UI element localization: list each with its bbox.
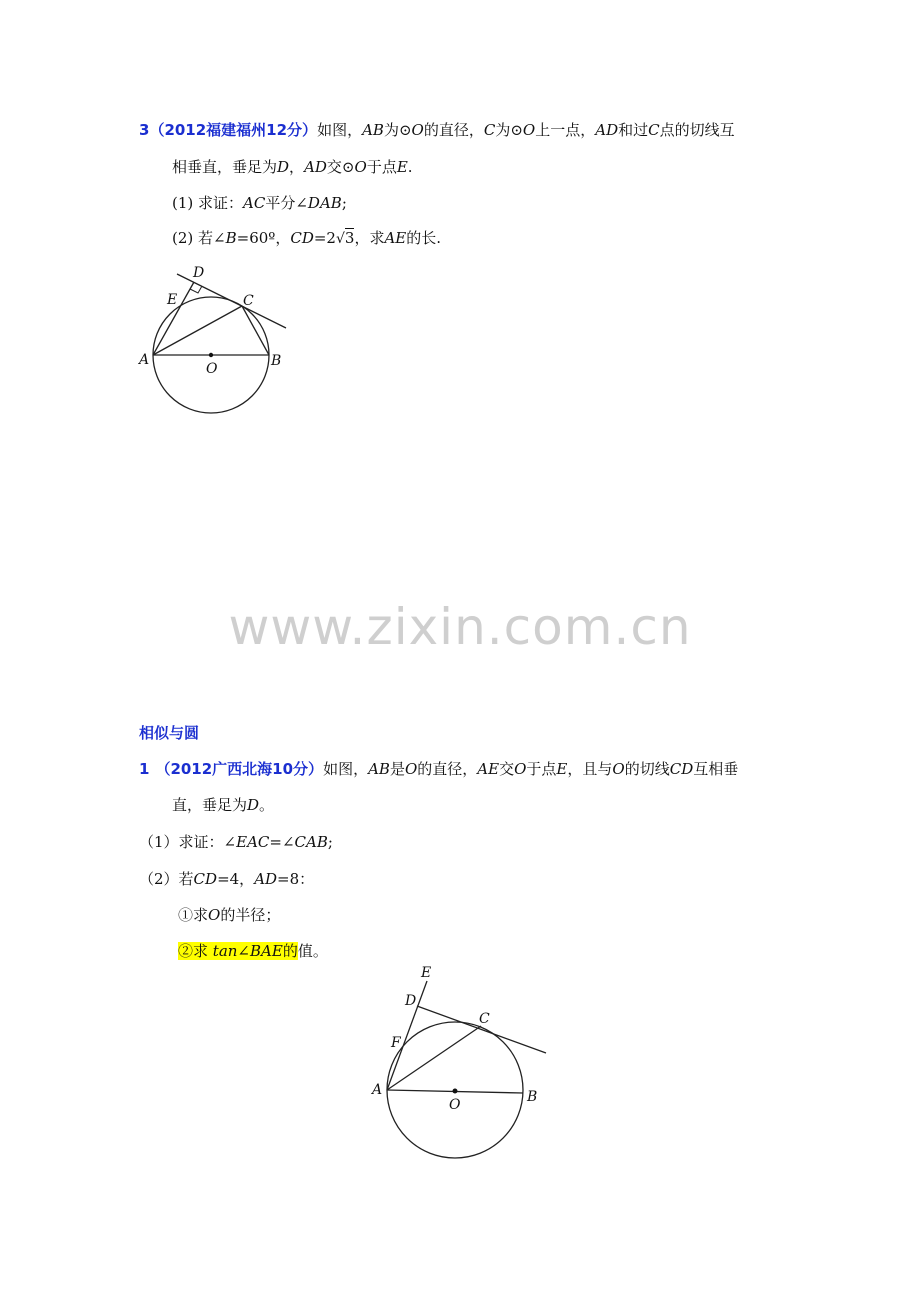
fig2-label-O: O [449,1097,461,1113]
fig2-label-E: E [421,965,432,981]
problem3-line2: 相垂直，垂足为D，AD交⊙O于点E. [172,158,413,176]
sqrt-symbol: √3 [335,229,355,247]
problem3-question2: (2) 若∠B=60º，CD=2√3，求AE的长. [172,229,442,247]
problem1-subquestion2: ②求 tan∠BAE的值。 [178,942,328,960]
fig1-label-E: E [167,292,178,308]
problem3-number: 3 [139,121,150,139]
fig2-label-F: F [391,1035,401,1051]
problem1-source: （2012广西北海10分） [155,760,324,778]
fig2-label-B: B [527,1089,538,1105]
problem1-line2: 直，垂足为D。 [172,796,275,814]
problem3-question1: (1) 求证：AC平分∠DAB; [172,194,347,212]
fig2-center-dot [453,1089,458,1094]
fig1-center-dot [209,353,213,357]
fig1-label-D: D [193,265,205,281]
fig2-label-D: D [405,993,417,1009]
figure-1 [130,258,300,423]
fig2-label-A: A [372,1082,383,1098]
fig1-label-O: O [206,361,218,377]
figure-2 [365,960,555,1170]
fig1-label-C: C [243,293,254,309]
problem1-subquestion1: ①求O的半径； [178,906,281,924]
highlighted-text: ②求 tan∠BAE的 [178,942,298,960]
problem1-question1: （1）求证：∠EAC=∠CAB; [139,833,333,851]
fig2-line-AC [387,1026,481,1090]
fig1-label-B: B [271,353,282,369]
problem3-source: （2012福建福州12分） [149,121,318,139]
problem1-question2: （2）若CD=4，AD=8： [139,870,315,888]
problem1-number: 1 [139,760,150,778]
problem3-line1: 3（2012福建福州12分）如图，AB为⊙O的直径，C为⊙O上一点，AD和过C点的切线互 [139,121,735,139]
fig2-label-C: C [479,1011,490,1027]
fig1-label-A: A [139,352,150,368]
watermark: www.zixin.com.cn [228,598,692,656]
section-title: 相似与圆 [139,724,200,742]
problem1-line1: 1 （2012广西北海10分）如图，AB是O的直径，AE交O于点E，且与O的切线CD互相垂 [139,760,739,778]
